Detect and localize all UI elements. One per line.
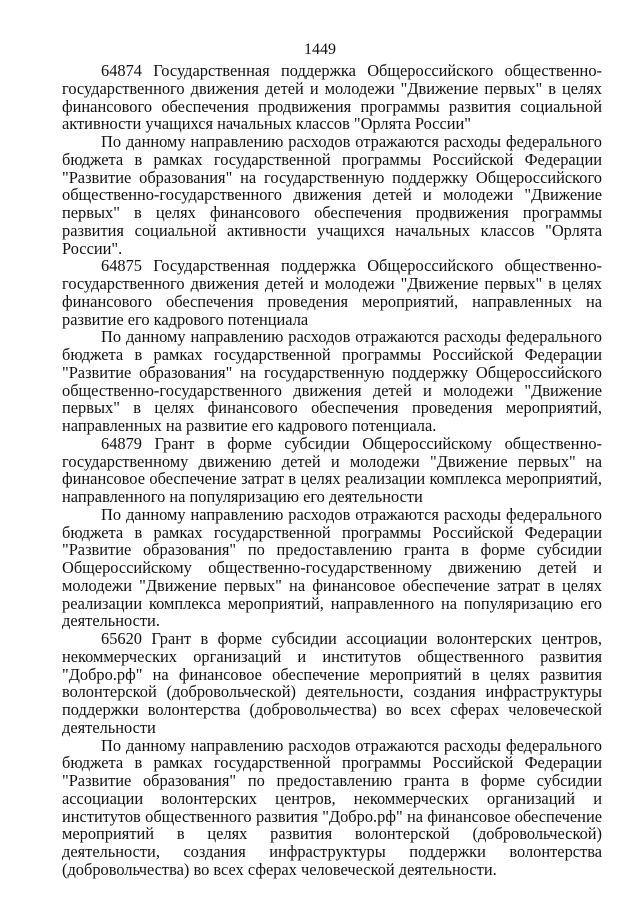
paragraph-64874-title: 64874 Государственная поддержка Общероссийского общественно-государственного движения детей и молодежи "Движение первых" в целях финансового обеспечения продвижения программы развития социальной активности учащихся начальных классов "Орлята России" [62,61,602,134]
page-number: 1449 [304,41,336,58]
paragraph-64874-description: По данному направлению расходов отражаются расходы федерального бюджета в рамках государственной программы Российской Федерации "Развитие образования" на государственную поддержку Общероссийского общественно-государственного движения детей и молодежи "Движение первых" в целях финансового обеспечения продвижения программы развития социальной активности учащихся начальных классов "Орлята России". [62,132,602,258]
paragraph-64875-description: По данному направлению расходов отражаются расходы федерального бюджета в рамках государственной программы Российской Федерации "Развитие образования" на государственную поддержку Общероссийского общественно-государственного движения детей и молодежи "Движение первых" в целях финансового обеспечения проведения мероприятий, направленных на развитие его кадрового потенциала. [62,327,602,435]
paragraph-65620-description: По данному направлению расходов отражаются расходы федерального бюджета в рамках государственной программы Российской Федерации "Развитие образования" по предоставлению гранта в форме субсидии ассоциации волонтерских центров, некоммерческих организаций и институтов общественного развития "Добро.рф" на финансовое обеспечение мероприятий в целях развития волонтерской (добровольческой) деятельности, создания инфраструктуры поддержки волонтерства (добровольчества) во всех сферах человеческой деятельности. [62,735,602,879]
paragraph-64879-title: 64879 Грант в форме субсидии Общероссийскому общественно-государственному движению детей и молодежи "Движение первых" на финансовое обеспечение затрат в целях реализации комплекса мероприятий, направленного на популяризацию его деятельности [62,433,602,506]
paragraph-64875-title: 64875 Государственная поддержка Общероссийского общественно-государственного движения детей и молодежи "Движение первых" в целях финансового обеспечения проведения мероприятий, направленных на развитие его кадрового потенциала [62,256,602,329]
document-body [62,62,602,879]
paragraph-65620-title: 65620 Грант в форме субсидии ассоциации волонтерских центров, некоммерческих организаций и институтов общественного развития "Добро.рф" на финансовое обеспечение мероприятий в целях развития волонтерской (добровольческой) деятельности, создания инфраструктуры поддержки волонтерства (добровольчества) во всех сферах человеческой деятельности [62,629,602,737]
paragraph-64879-description: По данному направлению расходов отражаются расходы федерального бюджета в рамках государственной программы Российской Федерации "Развитие образования" по предоставлению гранта в форме субсидии Общероссийскому общественно-государственному движению детей и молодежи "Движение первых" на финансовое обеспечение затрат в целях реализации комплекса мероприятий, направленного на популяризацию его деятельности. [62,504,602,631]
